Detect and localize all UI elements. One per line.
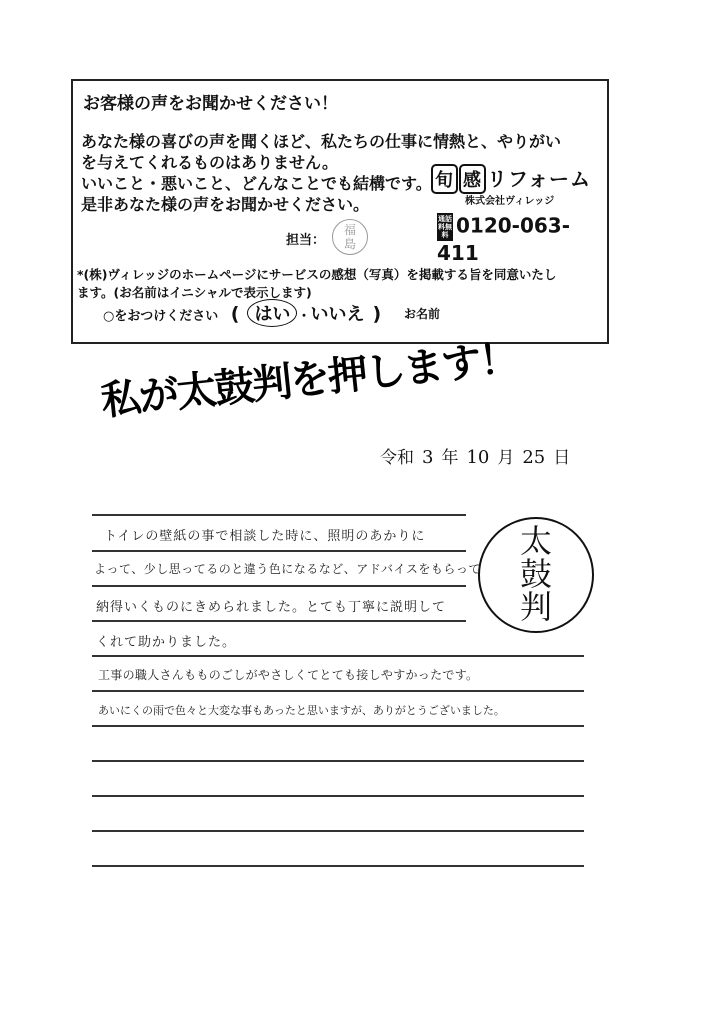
- ruled-line: [92, 795, 584, 797]
- choice-no[interactable]: いいえ: [310, 304, 365, 325]
- company-logo: [431, 163, 591, 194]
- date-year-unit: 年: [441, 448, 459, 468]
- comment-line: よって、少し思ってるのと違う色になるなど、アドバイスをもらって: [94, 562, 481, 576]
- intro-line: あなた様の喜びの声を聞くほど、私たちの仕事に情熱と、やりがい: [81, 132, 562, 151]
- headline: 私が太鼓判を押します！: [98, 335, 520, 425]
- ruled-line: [92, 550, 466, 552]
- ruled-line: [92, 690, 584, 692]
- date-month: 10: [466, 447, 490, 468]
- choice-yes-circled[interactable]: はい: [247, 299, 297, 327]
- consent-line: ます。(お名前はイニシャルで表示します): [77, 285, 312, 300]
- staff-seal-text: 福島: [343, 223, 356, 251]
- ruled-line: [92, 655, 584, 657]
- taikoban-stamp: [478, 517, 594, 633]
- date-day: 25: [522, 447, 546, 468]
- comment-line: くれて助かりました。: [96, 635, 237, 650]
- consent-choice: ○をおつけください ( はい ・いいえ ): [103, 299, 389, 327]
- comment-line: トイレの壁紙の事で相談した時に、照明のあかりに: [104, 529, 426, 544]
- ruled-line: [92, 585, 466, 587]
- choice-separator: ・: [297, 309, 311, 324]
- logo-kanji: 旬: [431, 164, 458, 194]
- date-month-unit: 月: [497, 448, 515, 468]
- date-era: 令和: [380, 448, 414, 468]
- ruled-line: [92, 620, 466, 622]
- staff-label: 担当：: [286, 233, 326, 248]
- date: [380, 443, 570, 468]
- free-dial-badge: 通話料無料: [438, 215, 452, 239]
- stamp-text: 太鼓判: [519, 522, 552, 626]
- comment-line: 工事の職人さんもものごしがやさしくてとても接しやすかったです。: [98, 668, 479, 682]
- survey-box: [71, 79, 609, 344]
- intro-line: いいこと・悪いこと、どんなことでも結構です。: [81, 174, 432, 193]
- intro-line: を与えてくれるものはありません。: [81, 153, 338, 172]
- name-label: お名前: [404, 307, 441, 321]
- ruled-line: [92, 760, 584, 762]
- ruled-line: [92, 514, 466, 516]
- company-name: 株式会社ヴィレッジ: [465, 196, 555, 207]
- ruled-line: [92, 830, 584, 832]
- survey-heading: お客様の声をお聞かせください！: [83, 94, 338, 114]
- logo-kanji: 感: [459, 164, 486, 194]
- ruled-line: [92, 865, 584, 867]
- intro-line: 是非あなた様の声をお聞かせください。: [81, 195, 370, 214]
- phone-number: [437, 213, 607, 265]
- consent-line: *(株)ヴィレッジのホームページにサービスの感想（写真）を掲載する旨を同意いたし: [77, 267, 557, 282]
- phone-text: 0120-063-411: [437, 213, 571, 265]
- comment-line: 納得いくものにきめられました。とても丁寧に説明して: [96, 600, 447, 615]
- comment-line: あいにくの雨で色々と大変な事もあったと思いますが、ありがとうございました。: [98, 704, 505, 717]
- date-day-unit: 日: [553, 448, 571, 468]
- ruled-line: [92, 725, 584, 727]
- choice-prompt: ○をおつけください: [103, 309, 219, 324]
- date-year: 3: [422, 447, 434, 468]
- staff-seal: [332, 219, 368, 255]
- logo-brand-text: リフォーム: [487, 167, 591, 191]
